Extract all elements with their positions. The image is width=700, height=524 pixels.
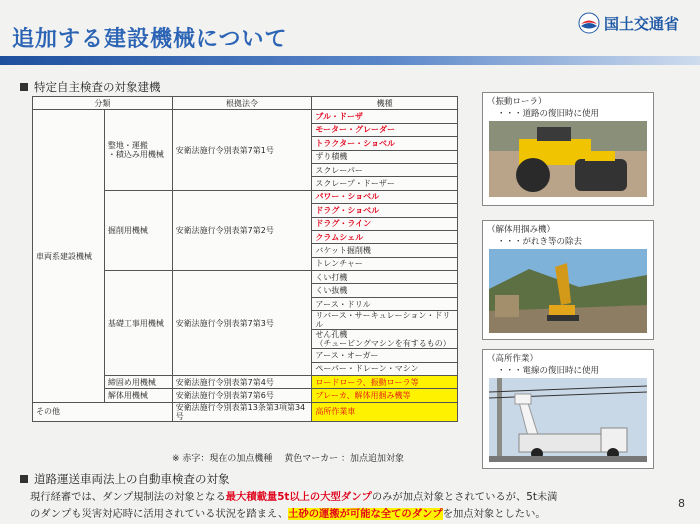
photo-caption-desc: ・・・がれき等の除去 <box>497 237 583 247</box>
mlit-emblem-icon <box>578 12 600 34</box>
section-title-text: 特定自主検査の対象建機 <box>34 80 161 94</box>
machine-type-cell: リバース・サーキュレーション・ドリル <box>312 311 458 330</box>
machine-type-cell: アース・オーガー <box>312 349 458 362</box>
photo-panel-aerial-work <box>482 349 654 469</box>
machine-type-cell: ロードローラ、振動ローラ等 <box>312 376 458 389</box>
law-cell: 安衛法施行令別表第7第4号 <box>172 376 312 389</box>
para-text: のみが加点対象とされているが、5t未満 <box>371 491 558 503</box>
photo-caption-desc: ・・・電線の復旧時に使用 <box>497 366 600 376</box>
subcategory-cell: 締固め用機械 <box>104 376 172 389</box>
header-category: 分類 <box>33 97 173 110</box>
machine-type-cell: スクレーパー <box>312 163 458 176</box>
machine-type-cell: クラムシェル <box>312 230 458 243</box>
para-text: を加点対象としたい。 <box>442 508 546 520</box>
para-text: のダンプも災害対応時に活用されている状況を踏まえ、 <box>30 508 289 520</box>
machine-table <box>32 96 458 422</box>
table-row <box>33 110 458 123</box>
machine-type-cell: ずり積機 <box>312 150 458 163</box>
header-law: 根拠法令 <box>172 97 312 110</box>
machine-type-cell: トレンチャー <box>312 257 458 270</box>
photo-panel-demolition-grab <box>482 220 654 340</box>
para-text: 現行経審では、ダンプ規制法の対象となる <box>30 491 226 503</box>
subcategory-cell: 整地・運搬 ・積込み用機械 <box>104 110 172 190</box>
law-cell: 安衛法施行令別表第13条第3項第34号 <box>172 402 312 421</box>
vibratory-roller-photo <box>489 121 647 197</box>
photo-caption-title: （振動ローラ） <box>487 97 547 107</box>
machine-type-cell: ブル・ドーザ <box>312 110 458 123</box>
header-model: 機種 <box>312 97 458 110</box>
category-main-cell: 車両系建設機械 <box>33 110 105 402</box>
table-row-other <box>33 402 458 421</box>
machine-type-cell: くい打機 <box>312 271 458 284</box>
title-rule <box>0 56 700 65</box>
table-note: ※ 赤字：現在の加点機種 黄色マーカー ：加点追加対象 <box>172 454 404 464</box>
machine-type-cell: せん孔機 （チュービングマシンを有するもの） <box>312 330 458 349</box>
machine-type-cell: バケット掘削機 <box>312 244 458 257</box>
machine-type-cell: ドラグ・ライン <box>312 217 458 230</box>
machine-type-cell: トラクター・ショベル <box>312 137 458 150</box>
subcategory-cell: 基礎工事用機械 <box>104 271 172 376</box>
section-heading-inspection <box>20 79 161 95</box>
subcategory-cell: 解体用機械 <box>104 389 172 402</box>
law-cell: 安衛法施行令別表第7第6号 <box>172 389 312 402</box>
mlit-logo <box>578 12 679 34</box>
para-emphasis: 土砂の運搬が可能な全てのダンプ <box>288 508 443 520</box>
paragraph-line-1 <box>30 488 557 503</box>
law-cell: 安衛法施行令別表第7第2号 <box>172 190 312 270</box>
machine-type-cell: パワー・ショベル <box>312 190 458 203</box>
bullet-square-icon <box>20 475 28 483</box>
paragraph-line-2 <box>30 505 546 520</box>
law-cell: 安衛法施行令別表第7第3号 <box>172 271 312 376</box>
category-other-cell: その他 <box>33 402 173 421</box>
subcategory-cell: 掘削用機械 <box>104 190 172 270</box>
machine-type-cell: くい抜機 <box>312 284 458 297</box>
photo-caption-title: （高所作業） <box>487 354 539 364</box>
machine-type-cell: モーター・グレーダー <box>312 123 458 136</box>
section-heading-vehicle-inspection <box>20 471 230 487</box>
para-emphasis: 最大積載量5t以上の大型ダンプ <box>225 491 372 503</box>
bullet-square-icon <box>20 83 28 91</box>
logo-text: 国土交通省 <box>604 14 680 33</box>
law-cell: 安衛法施行令別表第7第1号 <box>172 110 312 190</box>
section-title-text: 道路運送車両法上の自動車検査の対象 <box>34 472 230 486</box>
photo-caption-title: （解体用掴み機） <box>487 225 556 235</box>
machine-type-cell: アース・ドリル <box>312 297 458 310</box>
machine-type-cell: ドラグ・ショベル <box>312 204 458 217</box>
machine-type-cell: 高所作業車 <box>312 402 458 421</box>
page-title: 追加する建設機械について <box>12 27 288 52</box>
machine-type-cell: スクレープ・ドーザー <box>312 177 458 190</box>
machine-type-cell: ペーパー・ドレーン・マシン <box>312 362 458 375</box>
aerial-work-vehicle-photo <box>489 378 647 462</box>
photo-panel-vibratory-roller <box>482 92 654 206</box>
photo-caption-desc: ・・・道路の復旧時に使用 <box>497 109 600 119</box>
page-number: 8 <box>678 497 685 510</box>
demolition-grab-photo <box>489 249 647 333</box>
machine-type-cell: ブレーカ、解体用掴み機等 <box>312 389 458 402</box>
